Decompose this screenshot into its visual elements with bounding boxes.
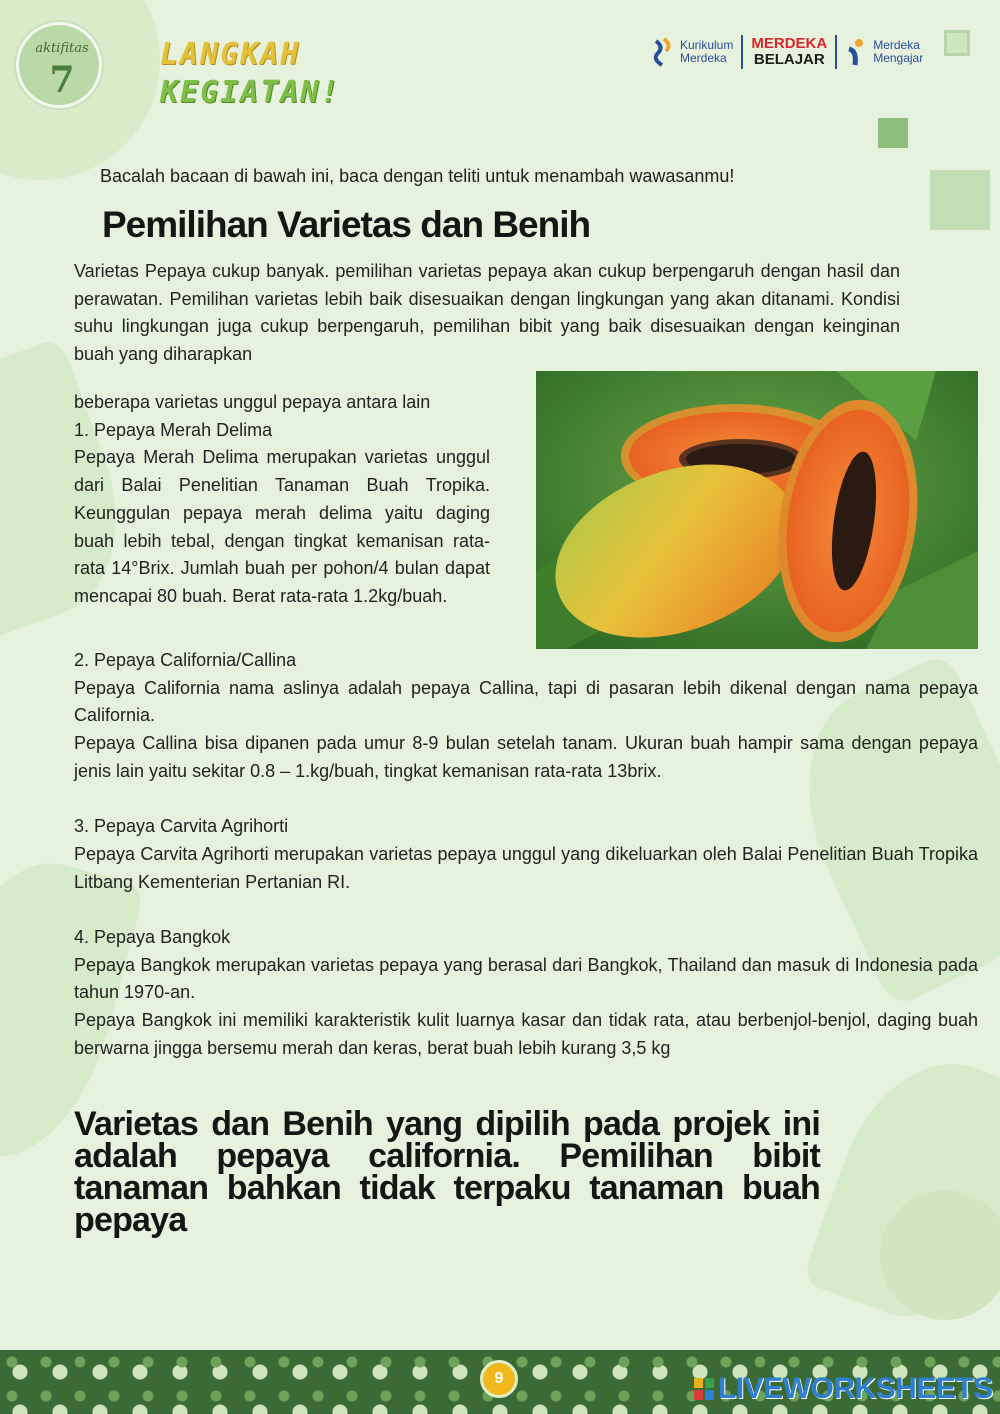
kurikulum-text-2: Merdeka	[680, 51, 727, 65]
page-title: Pemilihan Varietas dan Benih	[102, 204, 591, 245]
variety-description: Pepaya California nama aslinya adalah pepaya Callina, tapi di pasaran lebih dikenal dengan nama pepaya California.	[74, 677, 978, 726]
variety-heading: 3. Pepaya Carvita Agrihorti	[74, 816, 289, 837]
variety-description: Pepaya Carvita Agrihorti merupakan varietas pepaya unggul yang dikeluarkan oleh Balai Penelitian Buah Tropika Litbang Kementerian Pertanian RI.	[74, 843, 978, 892]
variety-description: Pepaya Callina bisa dipanen pada umur 8-9 bulan setelah tanam. Ukuran buah hampir sama dengan pepaya jenis lain yaitu sekitar 0.8 – 1.kg/buah, tingkat kemanisan rata-rata 13brix.	[74, 733, 978, 781]
variety-heading: 4. Pepaya Bangkok	[74, 927, 231, 947]
varieties-intro: beberapa varietas unggul pepaya antara lain	[74, 392, 431, 412]
heading-line-2: KEGIATAN!	[160, 75, 341, 110]
liveworksheets-icon	[694, 1374, 714, 1396]
watermark-text: LIVEWORKSHEETS	[718, 1372, 993, 1405]
mengajar-text-1: Merdeka	[873, 38, 920, 52]
page-number: 9	[480, 1360, 518, 1398]
variety-list-bottom	[74, 647, 978, 1063]
merdeka-belajar-text-1: MERDEKA	[751, 35, 828, 52]
kurikulum-merdeka-icon	[652, 37, 674, 67]
instruction-text: Bacalah bacaan di bawah ini, baca dengan teliti untuk menambah wawasanmu!	[100, 166, 735, 186]
variety-description: Pepaya Bangkok ini memiliki karakteristik kulit luarnya kasar dan tidak rata, atau berbenjol-benjol, daging buah berwarna jingga bersemu merah dan keras, berat buah lebih kurang 3,5 kg	[74, 1010, 978, 1058]
mengajar-text-2: Mengajar	[873, 51, 924, 65]
variety-description: Pepaya Merah Delima merupakan varietas unggul dari Balai Penelitian Tanaman Buah Tropika. Keunggulan pepaya merah delima yaitu daging buah lebih tebal, dengan tingkat kemanisan rata-rata 14°Brix. Jumlah buah per pohon/4 bulan dapat mencapai 80 buah. Berat rata-rata 1.2kg/buah.	[74, 447, 490, 606]
variety-list-top	[74, 389, 490, 611]
intro-paragraph: Varietas Pepaya cukup banyak. pemilihan varietas pepaya akan cukup berpengaruh dengan hasil dan perawatan. Pemilihan varietas lebih baik disesuaikan dengan lingkungan yang akan ditanami. Kondisi suhu lingkungan juga cukup berpengaruh, pemilihan bibit yang baik disesuaikan dengan keinginan buah yang diharapkan	[74, 261, 900, 365]
merdeka-mengajar-logo	[845, 37, 923, 67]
variety-heading: 1. Pepaya Merah Delima	[74, 419, 273, 440]
heading-line-1: LANGKAH	[160, 37, 301, 72]
papaya-photo	[536, 371, 978, 649]
logo-divider	[835, 35, 837, 69]
badge-number: 7	[49, 59, 75, 101]
variety-heading: 2. Pepaya California/Callina	[74, 650, 297, 670]
badge-label: aktifitas	[35, 41, 89, 56]
merdeka-mengajar-icon	[845, 37, 867, 67]
conclusion-text: Varietas dan Benih yang dipilih pada projek ini adalah pepaya california. Pemilihan bibit tanaman bahkan tidak terpaku tanaman buah pepaya	[74, 1105, 820, 1239]
section-heading	[160, 36, 341, 112]
liveworksheets-watermark[interactable]	[694, 1372, 993, 1406]
partner-logos	[652, 30, 923, 74]
merdeka-belajar-logo	[751, 36, 827, 68]
logo-divider	[741, 35, 743, 69]
merdeka-belajar-text-2: BELAJAR	[753, 51, 825, 68]
kurikulum-merdeka-logo	[652, 37, 733, 67]
variety-description: Pepaya Bangkok merupakan varietas pepaya yang berasal dari Bangkok, Thailand dan masuk di Indonesia pada tahun 1970-an.	[74, 954, 978, 1003]
kurikulum-text-1: Kurikulum	[680, 38, 734, 52]
activity-badge	[16, 22, 102, 108]
